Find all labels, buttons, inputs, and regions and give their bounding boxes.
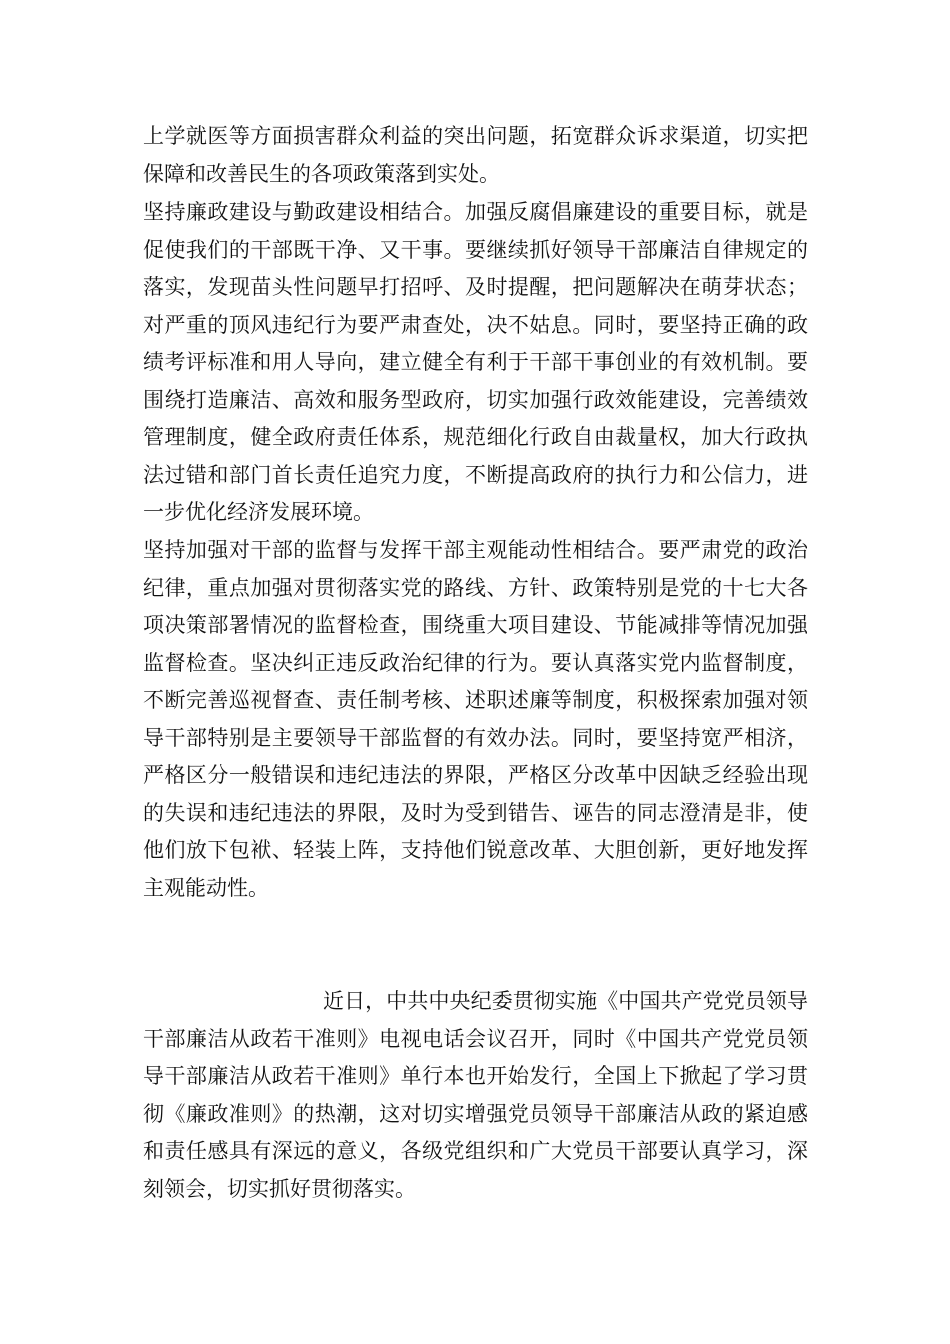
paragraph-clean-government: 坚持廉政建设与勤政建设相结合。加强反腐倡廉建设的重要目标，就是促使我们的干部既干净、又干事。要继续抓好领导干部廉洁自律规定的落实，发现苗头性问题早打招呼、及时提醒，把问题解决在萌芽状态；对严重的顶风违纪行为要严肃查处，决不姑息。同时，要坚持正确的政绩考评标准和用人导向，建立健全有利于干部干事创业的有效机制。要围绕打造廉洁、高效和服务型政府，切实加强行政效能建设，完善绩效管理制度，健全政府责任体系，规范细化行政自由裁量权，加大行政执法过错和部门首长责任追究力度，不断提高政府的执行力和公信力，进一步优化经济发展环境。 <box>143 200 808 524</box>
paragraph-livelihood: 上学就医等方面损害群众利益的突出问题，拓宽群众诉求渠道，切实把保障和改善民生的各项政策落到实处。 <box>143 124 808 186</box>
paragraph-supervision: 坚持加强对干部的监督与发挥干部主观能动性相结合。要严肃党的政治纪律，重点加强对贯彻落实党的路线、方针、政策特别是党的十七大各项决策部署情况的监督检查，围绕重大项目建设、节能减排等情况加强监督检查。坚决纠正违反政治纪律的行为。要认真落实党内监督制度，不断完善巡视督查、责任制考核、述职述廉等制度，积极探索加强对领导干部特别是主要领导干部监督的有效办法。同时，要坚持宽严相济，严格区分一般错误和违纪违法的界限，严格区分改革中因缺乏经验出现的失误和违纪违法的界限，及时为受到错告、诬告的同志澄清是非，使他们放下包袱、轻装上阵，支持他们锐意改革、大胆创新，更好地发挥主观能动性。 <box>143 538 808 900</box>
paragraph-integrity-rules: 近日，中共中央纪委贯彻实施《中国共产党党员领导干部廉洁从政若干准则》电视电话会议召开，同时《中国共产党党员领导干部廉洁从政若干准则》单行本也开始发行，全国上下掀起了学习贯彻《廉政准则》的热潮，这对切实增强党员领导干部廉洁从政的紧迫感和责任感具有深远的意义，各级党组织和广大党员干部要认真学习，深刻领会，切实抓好贯彻落实。 <box>143 989 808 1201</box>
